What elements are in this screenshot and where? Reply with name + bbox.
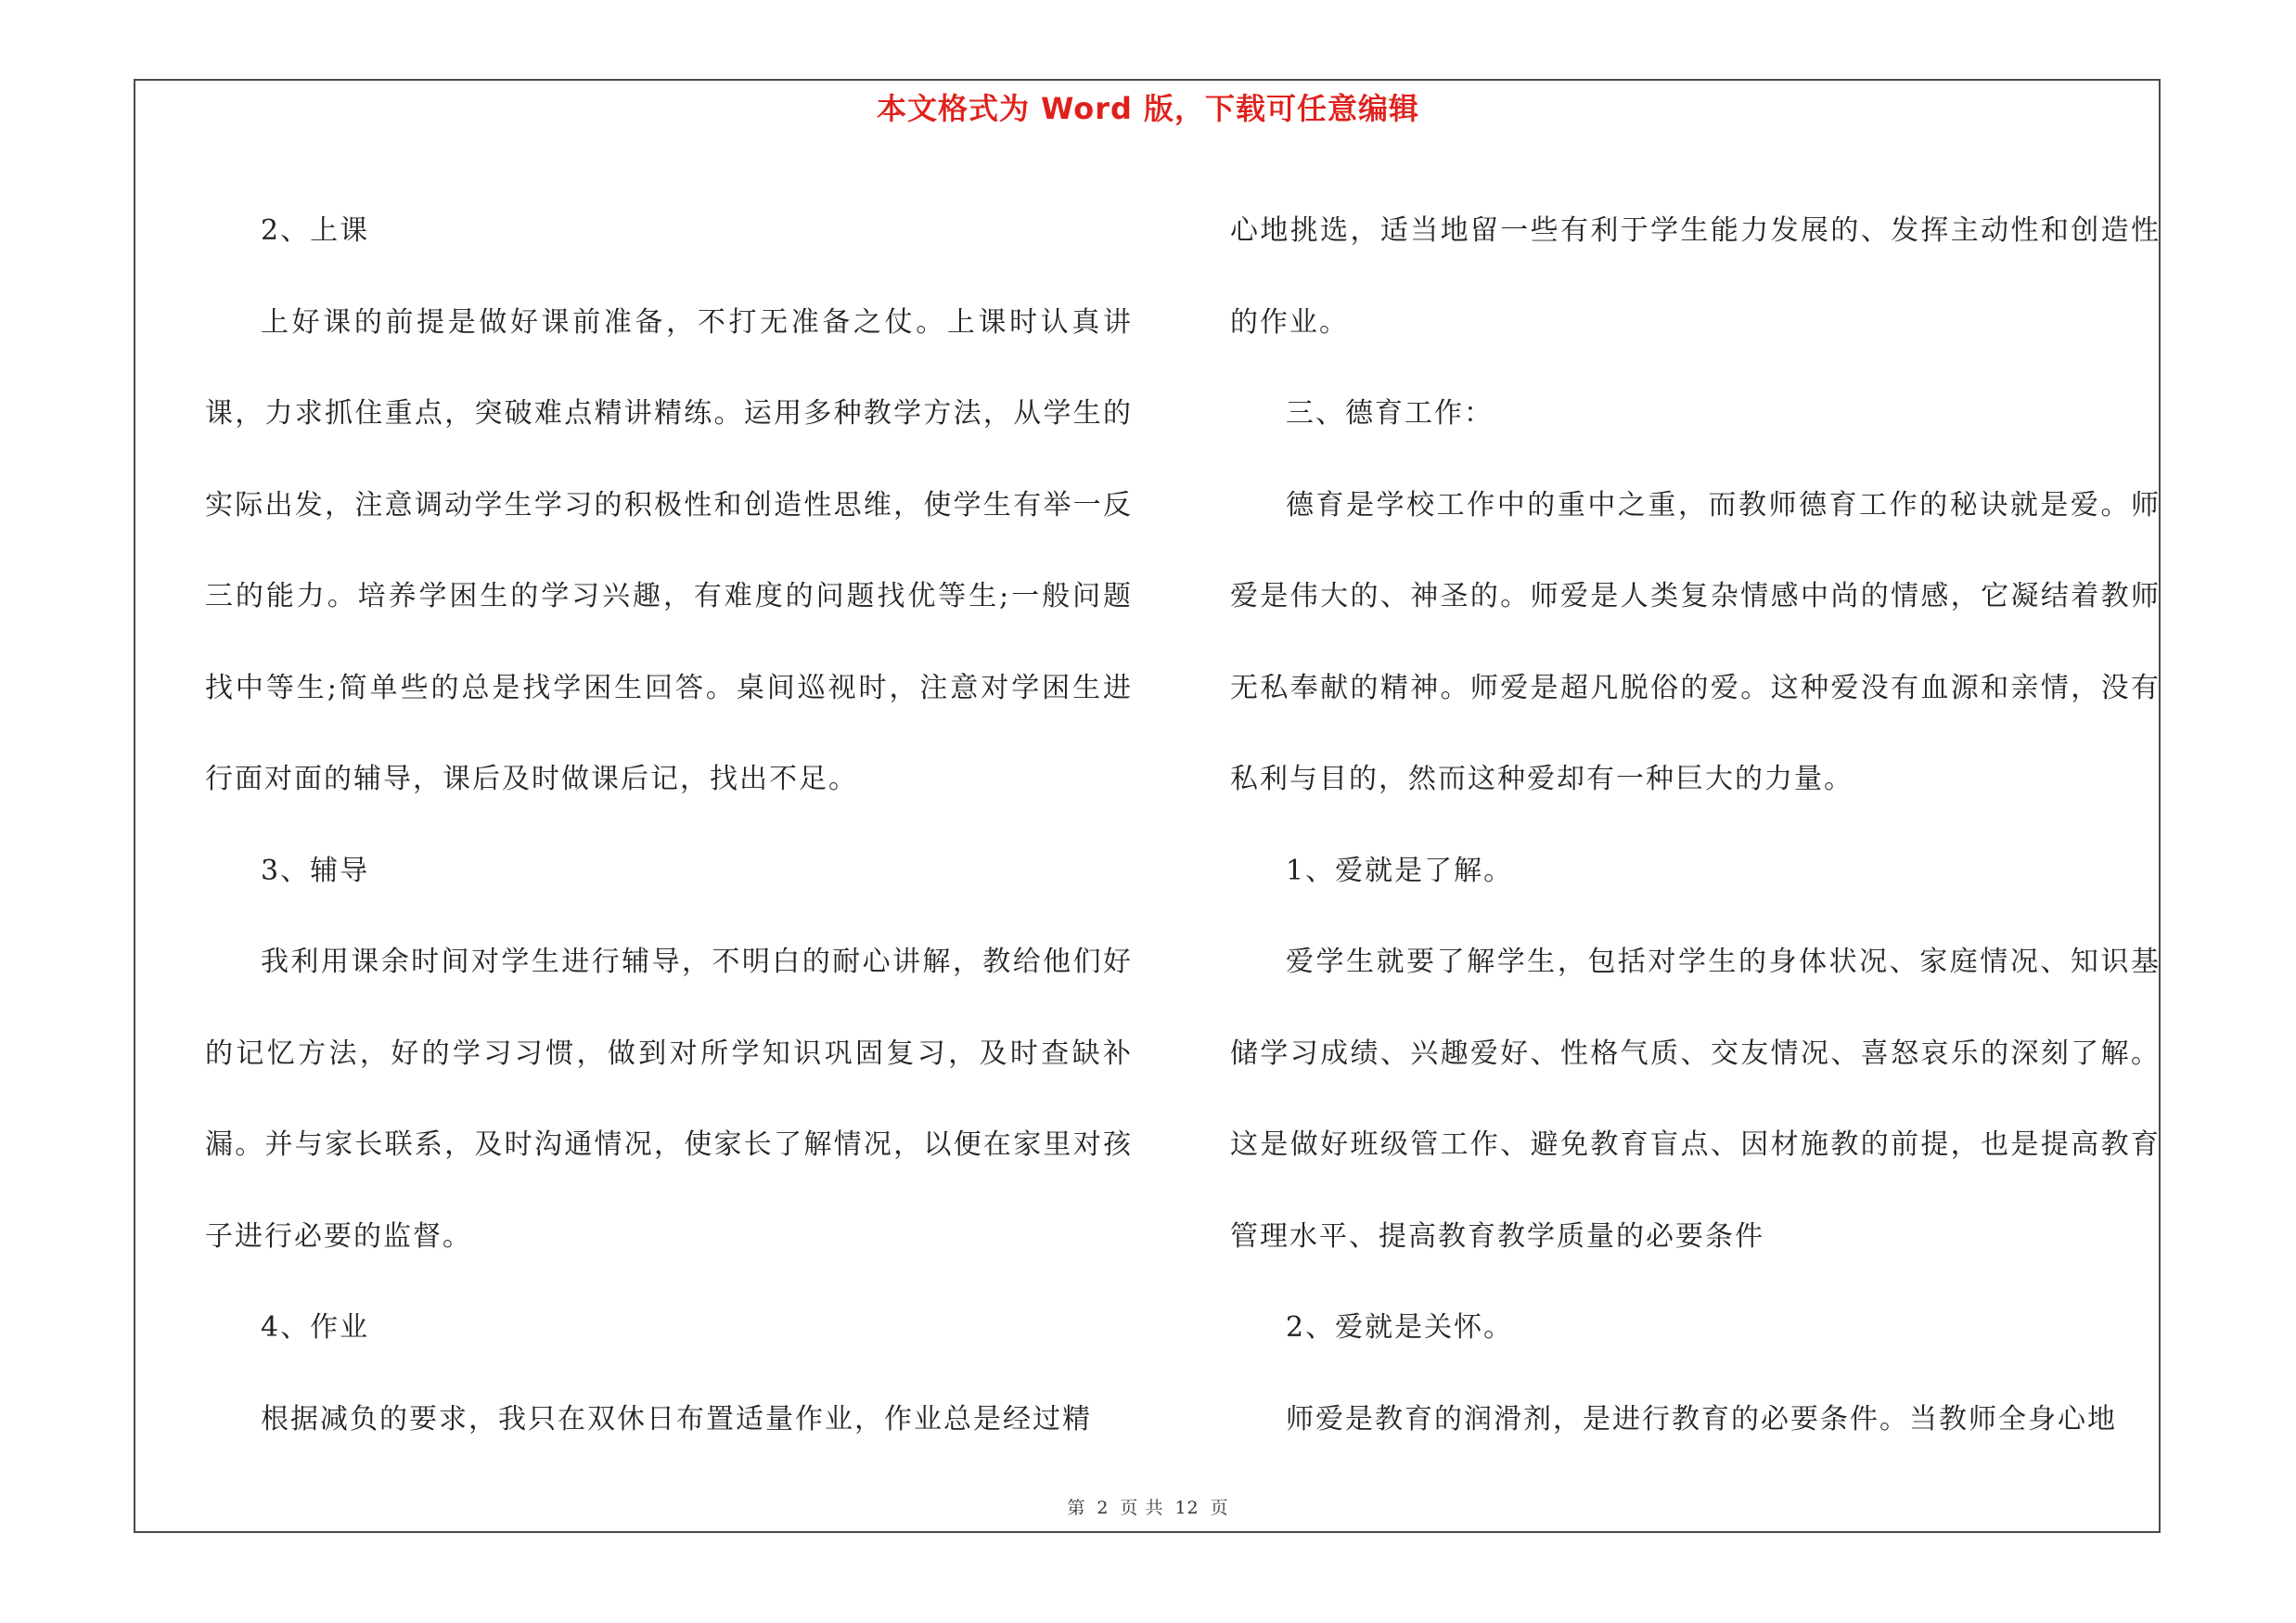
left-column (205, 186, 1133, 1465)
footer-total-pages: 12 (1174, 1498, 1199, 1518)
section-heading-tutoring: 3、辅导 (261, 854, 370, 887)
body-paragraph: 德育是学校工作中的重中之重，而教师德育工作的秘诀就是爱。师爱是伟大的、神圣的。师爱是人类复杂情感中尚的情感，它凝结着教师无私奉献的精神。师爱是超凡脱俗的爱。这种爱没有血源和亲情，没有私利与目的，然而这种爱却有一种巨大的力量。 (1230, 488, 2161, 795)
format-notice-banner: 本文格式为 Word 版，下载可任意编辑 (876, 91, 1420, 126)
section-heading-class: 2、上课 (261, 214, 370, 247)
section-heading-love-care: 2、爱就是关怀。 (1286, 1311, 1514, 1344)
footer-middle: 页 共 (1120, 1498, 1164, 1518)
footer-prefix: 第 (1067, 1498, 1086, 1518)
body-paragraph: 根据减负的要求，我只在双休日布置适量作业，作业总是经过精 (261, 1402, 1092, 1436)
body-paragraph: 我利用课余时间对学生进行辅导，不明白的耐心讲解，教给他们好的记忆方法，好的学习习惯，做到对所学知识巩固复习，及时查缺补漏。并与家长联系，及时沟通情况，使家长了解情况，以便在家里对孩子进行必要的监督。 (205, 946, 1133, 1253)
section-heading-love-understanding: 1、爱就是了解。 (1286, 854, 1514, 887)
body-paragraph: 爱学生就要了解学生，包括对学生的身体状况、家庭情况、知识基储学习成绩、兴趣爱好、性格气质、交友情况、喜怒哀乐的深刻了解。这是做好班级管工作、避免教育盲点、因材施教的前提，也是提高教育管理水平、提高教育教学质量的必要条件 (1230, 946, 2161, 1253)
section-heading-moral-education: 三、德育工作： (1286, 397, 1494, 430)
footer-current-page: 2 (1097, 1498, 1110, 1518)
footer-suffix: 页 (1210, 1498, 1229, 1518)
body-paragraph: 师爱是教育的润滑剂，是进行教育的必要条件。当教师全身心地 (1286, 1402, 2117, 1436)
right-column (1230, 186, 2161, 1465)
body-paragraph: 上好课的前提是做好课前准备，不打无准备之仗。上课时认真讲课，力求抓住重点，突破难点精讲精练。运用多种教学方法，从学生的实际出发，注意调动学生学习的积极性和创造性思维，使学生有举一反三的能力。培养学困生的学习兴趣，有难度的问题找优等生;一般问题找中等生;简单些的总是找学困生回答。桌间巡视时，注意对学困生进行面对面的辅导，课后及时做课后记，找出不足。 (205, 305, 1133, 795)
section-heading-homework: 4、作业 (261, 1311, 370, 1344)
page-number-footer (0, 1494, 2296, 1519)
continued-paragraph: 心地挑选，适当地留一些有利于学生能力发展的、发挥主动性和创造性的作业。 (1230, 214, 2161, 339)
